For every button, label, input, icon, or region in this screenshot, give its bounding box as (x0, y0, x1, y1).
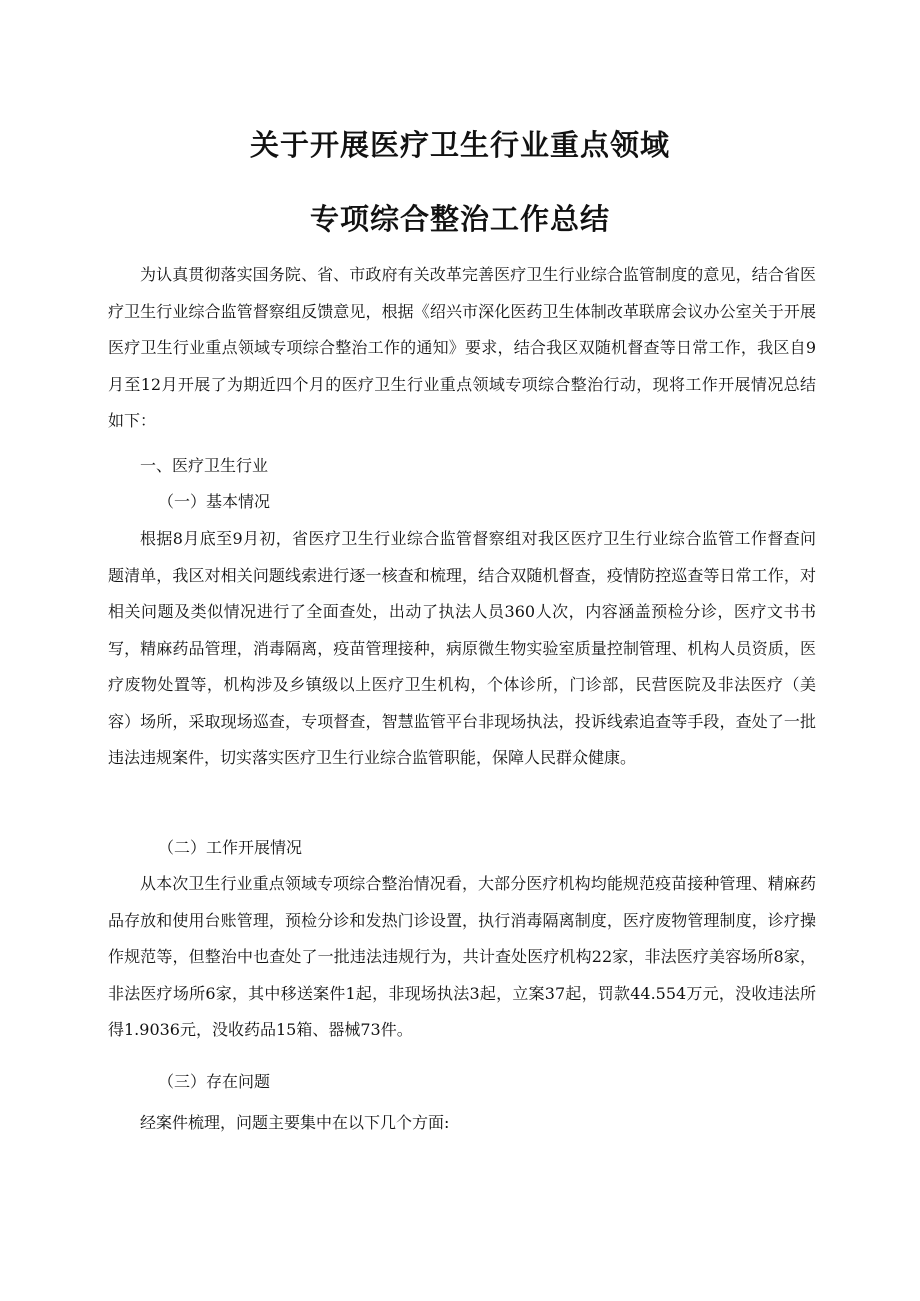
subsection-heading-2: （二）工作开展情况 (158, 838, 303, 857)
section-heading-1: 一、医疗卫生行业 (140, 456, 269, 475)
intro-paragraph: 为认真贯彻落实国务院、省、市政府有关改革完善医疗卫生行业综合监管制度的意见，结合省医疗卫生行业综合监管督察组反馈意见，根据《绍兴市深化医药卫生体制改革联席会议办公室关于开展医疗卫生行业重点领域专项综合整治工作的通知》要求，结合我区双随机督查等日常工作，我区自9月至12月开展了为期近四个月的医疗卫生行业重点领域专项综合整治行动，现将工作开展情况总结如下： (108, 265, 816, 430)
document-title-line-1: 关于开展医疗卫生行业重点领域 (249, 128, 670, 162)
subsection-3-paragraph: 经案件梳理，问题主要集中在以下几个方面: (140, 1113, 450, 1132)
subsection-heading-1: （一）基本情况 (158, 492, 271, 511)
document-title-line-2: 专项综合整治工作总结 (309, 202, 610, 236)
subsection-1-paragraph: 根据8月底至9月初，省医疗卫生行业综合监管督察组对我区医疗卫生行业综合监管工作督查问题清单，我区对相关问题线索进行逐一核查和梳理，结合双随机督查，疫情防控巡查等日常工作，对相关问题及类似情况进行了全面查处，出动了执法人员360人次，内容涵盖预检分诊，医疗文书书写，精麻药品管理，消毒隔离，疫苗管理接种，病原微生物实验室质量控制管理、机构人员资质，医疗废物处置等，机构涉及乡镇级以上医疗卫生机构，个体诊所，门诊部，民营医院及非法医疗（美容）场所，采取现场巡查，专项督查，智慧监管平台非现场执法，投诉线索追查等手段，查处了一批违法违规案件，切实落实医疗卫生行业综合监管职能，保障人民群众健康。 (108, 529, 816, 767)
subsection-2-paragraph: 从本次卫生行业重点领域专项综合整治情况看，大部分医疗机构均能规范疫苗接种管理、精麻药品存放和使用台账管理，预检分诊和发热门诊设置，执行消毒隔离制度，医疗废物管理制度，诊疗操作规范等，但整治中也查处了一批违法违规行为，共计查处医疗机构22家，非法医疗美容场所8家，非法医疗场所6家，其中移送案件1起，非现场执法3起，立案37起，罚款44.554万元，没收违法所得1.9036元，没收药品15箱、器械73件。 (108, 874, 816, 1039)
subsection-heading-3: （三）存在问题 (158, 1072, 271, 1091)
